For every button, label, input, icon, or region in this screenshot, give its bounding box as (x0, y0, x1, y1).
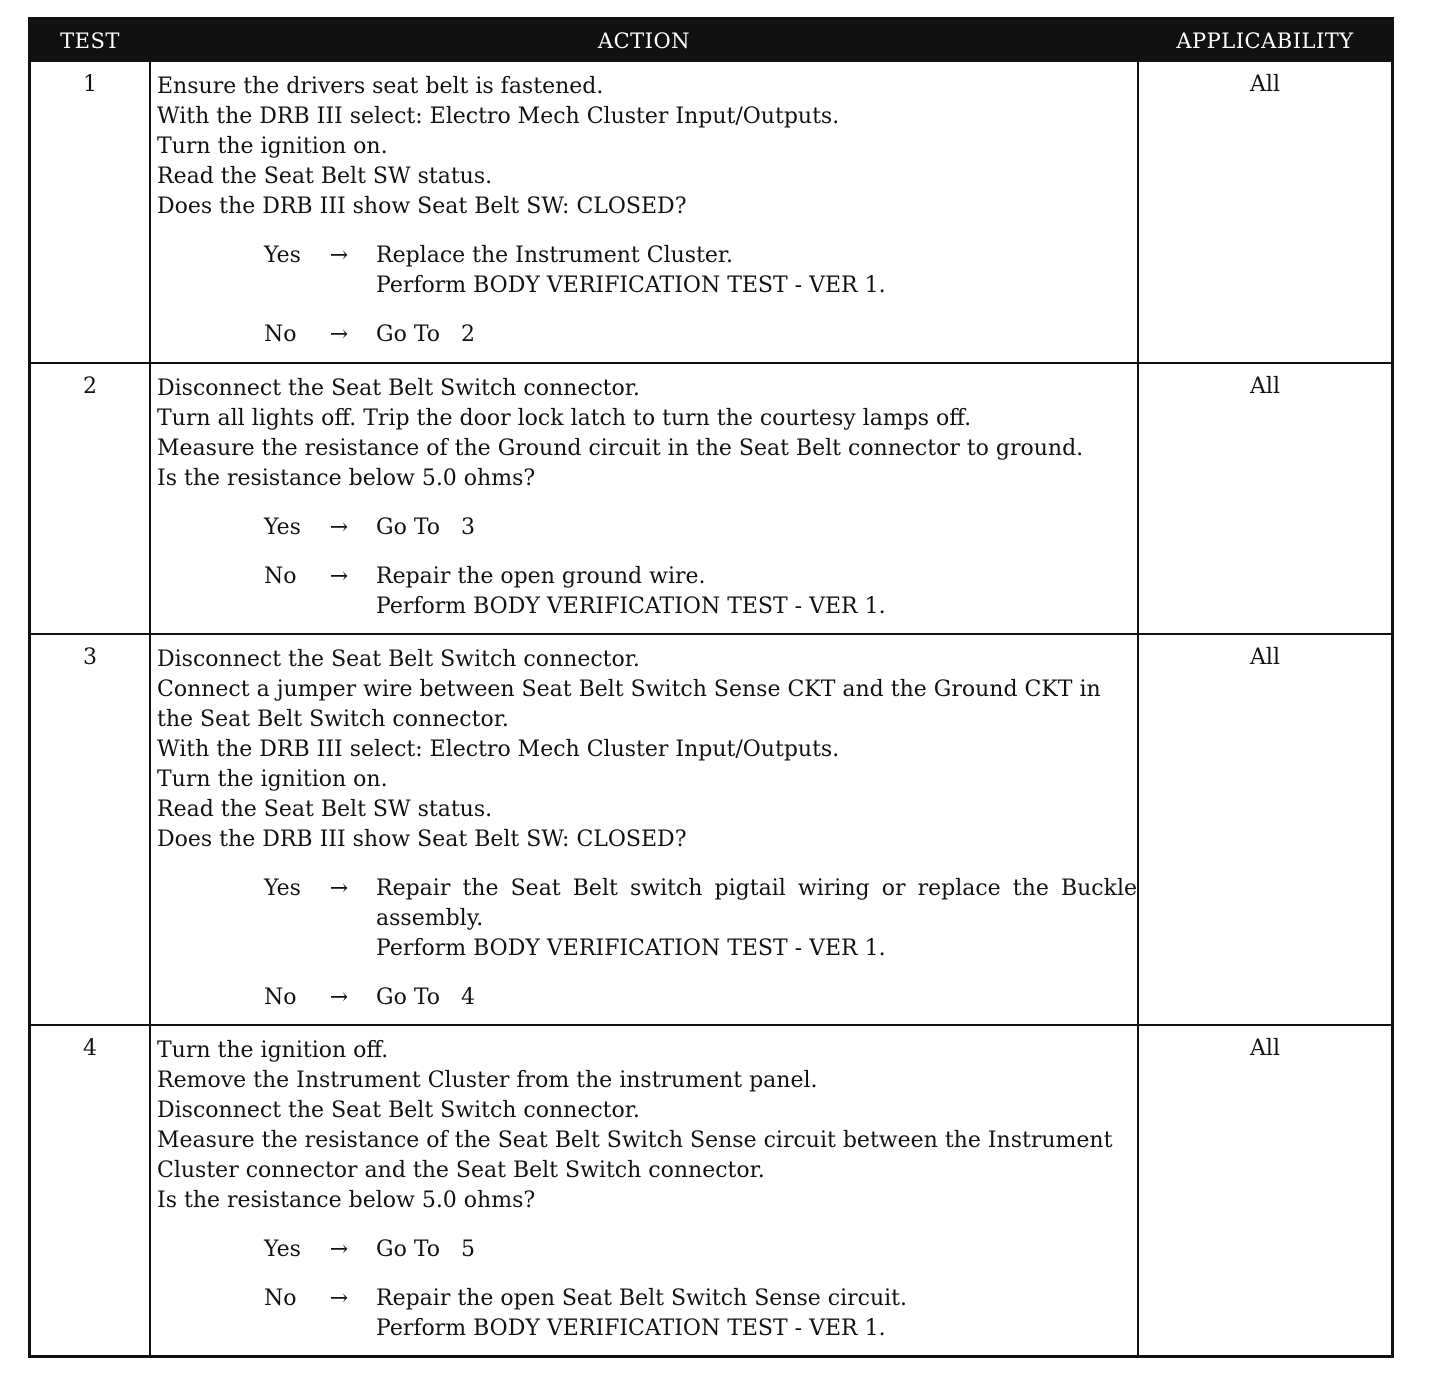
right-arrow-icon: → (329, 985, 349, 1010)
action-step: With the DRB III select: Electro Mech Cluster Input/Outputs. (157, 737, 840, 762)
result-line: Perform BODY VERIFICATION TEST - VER 1. (376, 1316, 886, 1341)
action-cell (157, 645, 1137, 1013)
column-divider (1137, 20, 1139, 1355)
table-header (31, 20, 1391, 62)
yes-label: Yes (264, 515, 301, 540)
action-step: With the DRB III select: Electro Mech Cluster Input/Outputs. (157, 104, 840, 129)
right-arrow-icon: → (329, 1286, 349, 1311)
test-number: 2 (83, 374, 97, 399)
result-line: Go To 3 (376, 515, 475, 540)
action-step: Remove the Instrument Cluster from the instrument panel. (157, 1068, 818, 1093)
yes-result (376, 241, 1137, 301)
no-response (264, 562, 1137, 622)
right-arrow-icon: → (329, 876, 349, 901)
test-number: 1 (83, 72, 97, 97)
table-row (31, 362, 1391, 633)
right-arrow-icon: → (329, 515, 349, 540)
action-step: Disconnect the Seat Belt Switch connector. (157, 376, 640, 401)
applicability-value: All (1250, 645, 1280, 670)
result-line: Repair the Seat Belt switch pigtail wiring or replace the Buckle assembly. (376, 876, 1137, 931)
no-result (376, 320, 1137, 350)
action-cell (157, 1036, 1137, 1344)
yes-result (376, 1235, 1137, 1265)
no-label: No (264, 322, 297, 347)
diagnostic-test-table (28, 17, 1394, 1358)
action-step: Measure the resistance of the Seat Belt Switch Sense circuit between the Instrument Cluster connector and the Seat Belt Switch connector. (157, 1128, 1113, 1183)
yes-response (264, 874, 1137, 964)
column-divider (149, 20, 151, 1355)
header-action: ACTION (597, 29, 691, 53)
no-result (376, 562, 1137, 622)
header-applicability: APPLICABILITY (1176, 29, 1354, 53)
no-label: No (264, 985, 297, 1010)
action-step: Is the resistance below 5.0 ohms? (157, 466, 536, 491)
test-number: 3 (83, 645, 97, 670)
no-result (376, 983, 1137, 1013)
table-row (31, 1024, 1391, 1355)
action-step: Turn all lights off. Trip the door lock latch to turn the courtesy lamps off. (157, 406, 972, 431)
result-line: Perform BODY VERIFICATION TEST - VER 1. (376, 936, 886, 961)
action-step: Turn the ignition on. (157, 134, 388, 159)
yes-label: Yes (264, 243, 301, 268)
action-step: Turn the ignition on. (157, 767, 388, 792)
yes-result (376, 513, 1137, 543)
right-arrow-icon: → (329, 1237, 349, 1262)
action-step: Ensure the drivers seat belt is fastened. (157, 74, 604, 99)
result-line: Repair the open ground wire. (376, 564, 706, 589)
table-row (31, 633, 1391, 1024)
table-row (31, 62, 1391, 362)
action-step: Read the Seat Belt SW status. (157, 164, 493, 189)
action-step: Turn the ignition off. (157, 1038, 389, 1063)
yes-result (376, 874, 1137, 964)
test-number: 4 (83, 1036, 97, 1061)
yes-response (264, 1235, 1137, 1265)
result-line: Perform BODY VERIFICATION TEST - VER 1. (376, 594, 886, 619)
right-arrow-icon: → (329, 243, 349, 268)
action-step: Is the resistance below 5.0 ohms? (157, 1188, 536, 1213)
right-arrow-icon: → (329, 564, 349, 589)
result-line: Go To 2 (376, 322, 475, 347)
result-line: Perform BODY VERIFICATION TEST - VER 1. (376, 273, 886, 298)
no-response (264, 1284, 1137, 1344)
applicability-value: All (1250, 374, 1280, 399)
result-line: Repair the open Seat Belt Switch Sense circuit. (376, 1286, 908, 1311)
action-cell (157, 374, 1137, 622)
header-test: TEST (60, 29, 120, 53)
action-cell (157, 72, 1137, 350)
result-line: Go To 5 (376, 1237, 475, 1262)
yes-response (264, 513, 1137, 543)
no-response (264, 320, 1137, 350)
action-step: Disconnect the Seat Belt Switch connector. (157, 1098, 640, 1123)
right-arrow-icon: → (329, 322, 349, 347)
action-step: Does the DRB III show Seat Belt SW: CLOSED? (157, 827, 687, 852)
action-step: Disconnect the Seat Belt Switch connector. (157, 647, 640, 672)
action-step: Measure the resistance of the Ground circuit in the Seat Belt connector to ground. (157, 436, 1084, 461)
yes-label: Yes (264, 876, 301, 901)
result-line: Replace the Instrument Cluster. (376, 243, 734, 268)
action-step: Read the Seat Belt SW status. (157, 797, 493, 822)
no-label: No (264, 564, 297, 589)
yes-response (264, 241, 1137, 301)
no-label: No (264, 1286, 297, 1311)
action-step: Connect a jumper wire between Seat Belt Switch Sense CKT and the Ground CKT in the Seat Belt Switch connector. (157, 677, 1101, 732)
result-line: Go To 4 (376, 985, 475, 1010)
no-result (376, 1284, 1137, 1344)
no-response (264, 983, 1137, 1013)
action-step: Does the DRB III show Seat Belt SW: CLOSED? (157, 194, 687, 219)
applicability-value: All (1250, 1036, 1280, 1061)
applicability-value: All (1250, 72, 1280, 97)
yes-label: Yes (264, 1237, 301, 1262)
